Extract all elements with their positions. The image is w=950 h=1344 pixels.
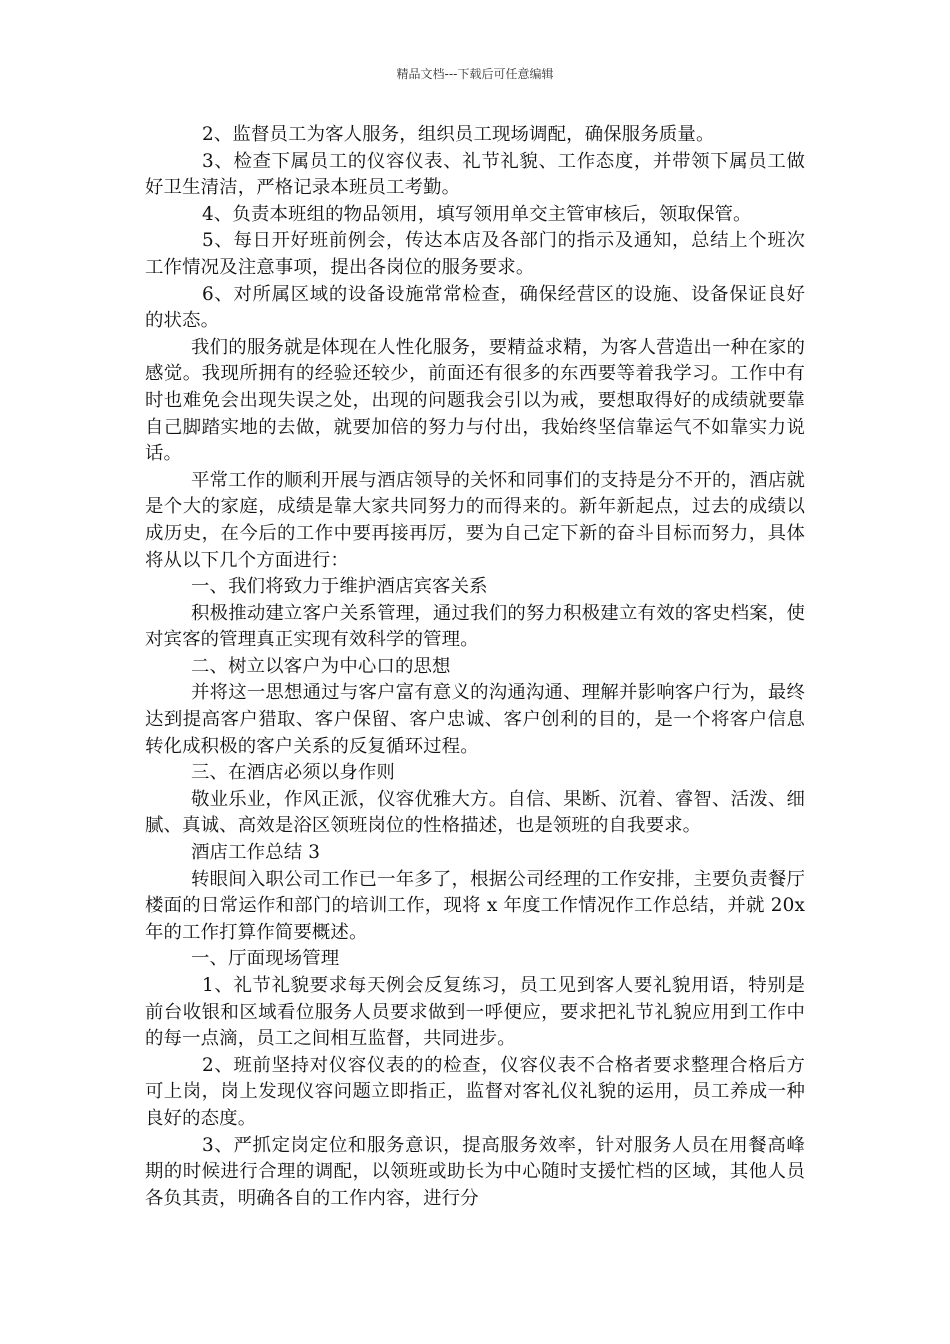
- section-heading-floor-management: 一、厅面现场管理: [191, 948, 340, 970]
- paragraph-duty-3: 3、检查下属员工的仪容仪表、礼节礼貌、工作态度，并带领下属员工做好卫生清洁，严格记录本班员工考勤。: [145, 150, 805, 199]
- page-header: 精品文档---下载后可任意编辑: [396, 67, 554, 81]
- paragraph-customer-centric: 并将这一思想通过与客户富有意义的沟通沟通、理解并影响客户行为，最终达到提高客户猎取、客户保留、客户忠诚、客户创利的目的，是一个将客户信息转化成积极的客户关系的反复循环过程。: [145, 682, 805, 757]
- section-heading-lead-by-example: 三、在酒店必须以身作则: [191, 762, 395, 784]
- paragraph-positioning: 3、严抓定岗定位和服务意识，提高服务效率，针对服务人员在用餐高峰期的时候进行合理的调配，以领班或助长为中心随时支援忙档的区域，其他人员各负其责，明确各自的工作内容，进行分: [145, 1134, 805, 1209]
- document-body: [145, 122, 805, 1212]
- paragraph-duty-2: 2、监督员工为客人服务，组织员工现场调配，确保服务质量。: [202, 124, 715, 145]
- paragraph-duty-4: 4、负责本班组的物品领用，填写领用单交主管审核后，领取保管。: [202, 203, 752, 225]
- paragraph-summary-intro: 转眼间入职公司工作已一年多了，根据公司经理的工作安排，主要负责餐厅楼面的日常运作和部门的培训工作，现将 x 年度工作情况作工作总结，并就 20x 年的工作打算作简要概述。: [145, 868, 805, 943]
- paragraph-guest-relations: 积极推动建立客户关系管理，通过我们的努力积极建立有效的客史档案，使对宾客的管理真正实现有效科学的管理。: [145, 602, 805, 651]
- paragraph-teamwork: 平常工作的顺利开展与酒店领导的关怀和同事们的支持是分不开的，酒店就是个大的家庭，成绩是靠大家共同努力的而得来的。新年新起点，过去的成绩以成历史，在今后的工作中要再接再厉，要为自己定下新的奋斗目标而努力，具体将从以下几个方面进行：: [145, 469, 805, 571]
- paragraph-service-philosophy: 我们的服务就是体现在人性化服务，要精益求精，为客人营造出一种在家的感觉。我现所拥有的经验还较少，前面还有很多的东西要等着我学习。工作中有时也难免会出现失误之处，出现的问题我会引以为戒，要想取得好的成绩就要靠自己脚踏实地的去做，就要加倍的努力与付出，我始终坚信靠运气不如靠实力说话。: [145, 336, 805, 465]
- paragraph-lead-by-example: 敬业乐业，作风正派，仪容优雅大方。自信、果断、沉着、睿智、活泼、细腻、真诚、高效是浴区领班岗位的性格描述，也是领班的自我要求。: [145, 788, 805, 837]
- paragraph-appearance-check: 2、班前坚持对仪容仪表的的检查，仪容仪表不合格者要求整理合格后方可上岗，岗上发现仪容问题立即指正，监督对客礼仪礼貌的运用，员工养成一种良好的态度。: [145, 1054, 805, 1129]
- section-heading-customer-centric: 二、树立以客户为中心口的思想: [191, 655, 451, 677]
- paragraph-duty-5: 5、每日开好班前例会，传达本店及各部门的指示及通知，总结上个班次工作情况及注意事项，提出各岗位的服务要求。: [145, 230, 805, 278]
- section-heading-guest-relations: 一、我们将致力于维护酒店宾客关系: [191, 576, 488, 598]
- summary-title-3: 酒店工作总结 3: [191, 842, 321, 864]
- paragraph-duty-6: 6、对所属区域的设备设施常常检查，确保经营区的设施、设备保证良好的状态。: [145, 283, 805, 332]
- paragraph-etiquette: 1、礼节礼貌要求每天例会反复练习，员工见到客人要礼貌用语，特别是前台收银和区域看位服务人员要求做到一呼便应，要求把礼节礼貌应用到工作中的每一点滴，员工之间相互监督，共同进步。: [145, 975, 805, 1050]
